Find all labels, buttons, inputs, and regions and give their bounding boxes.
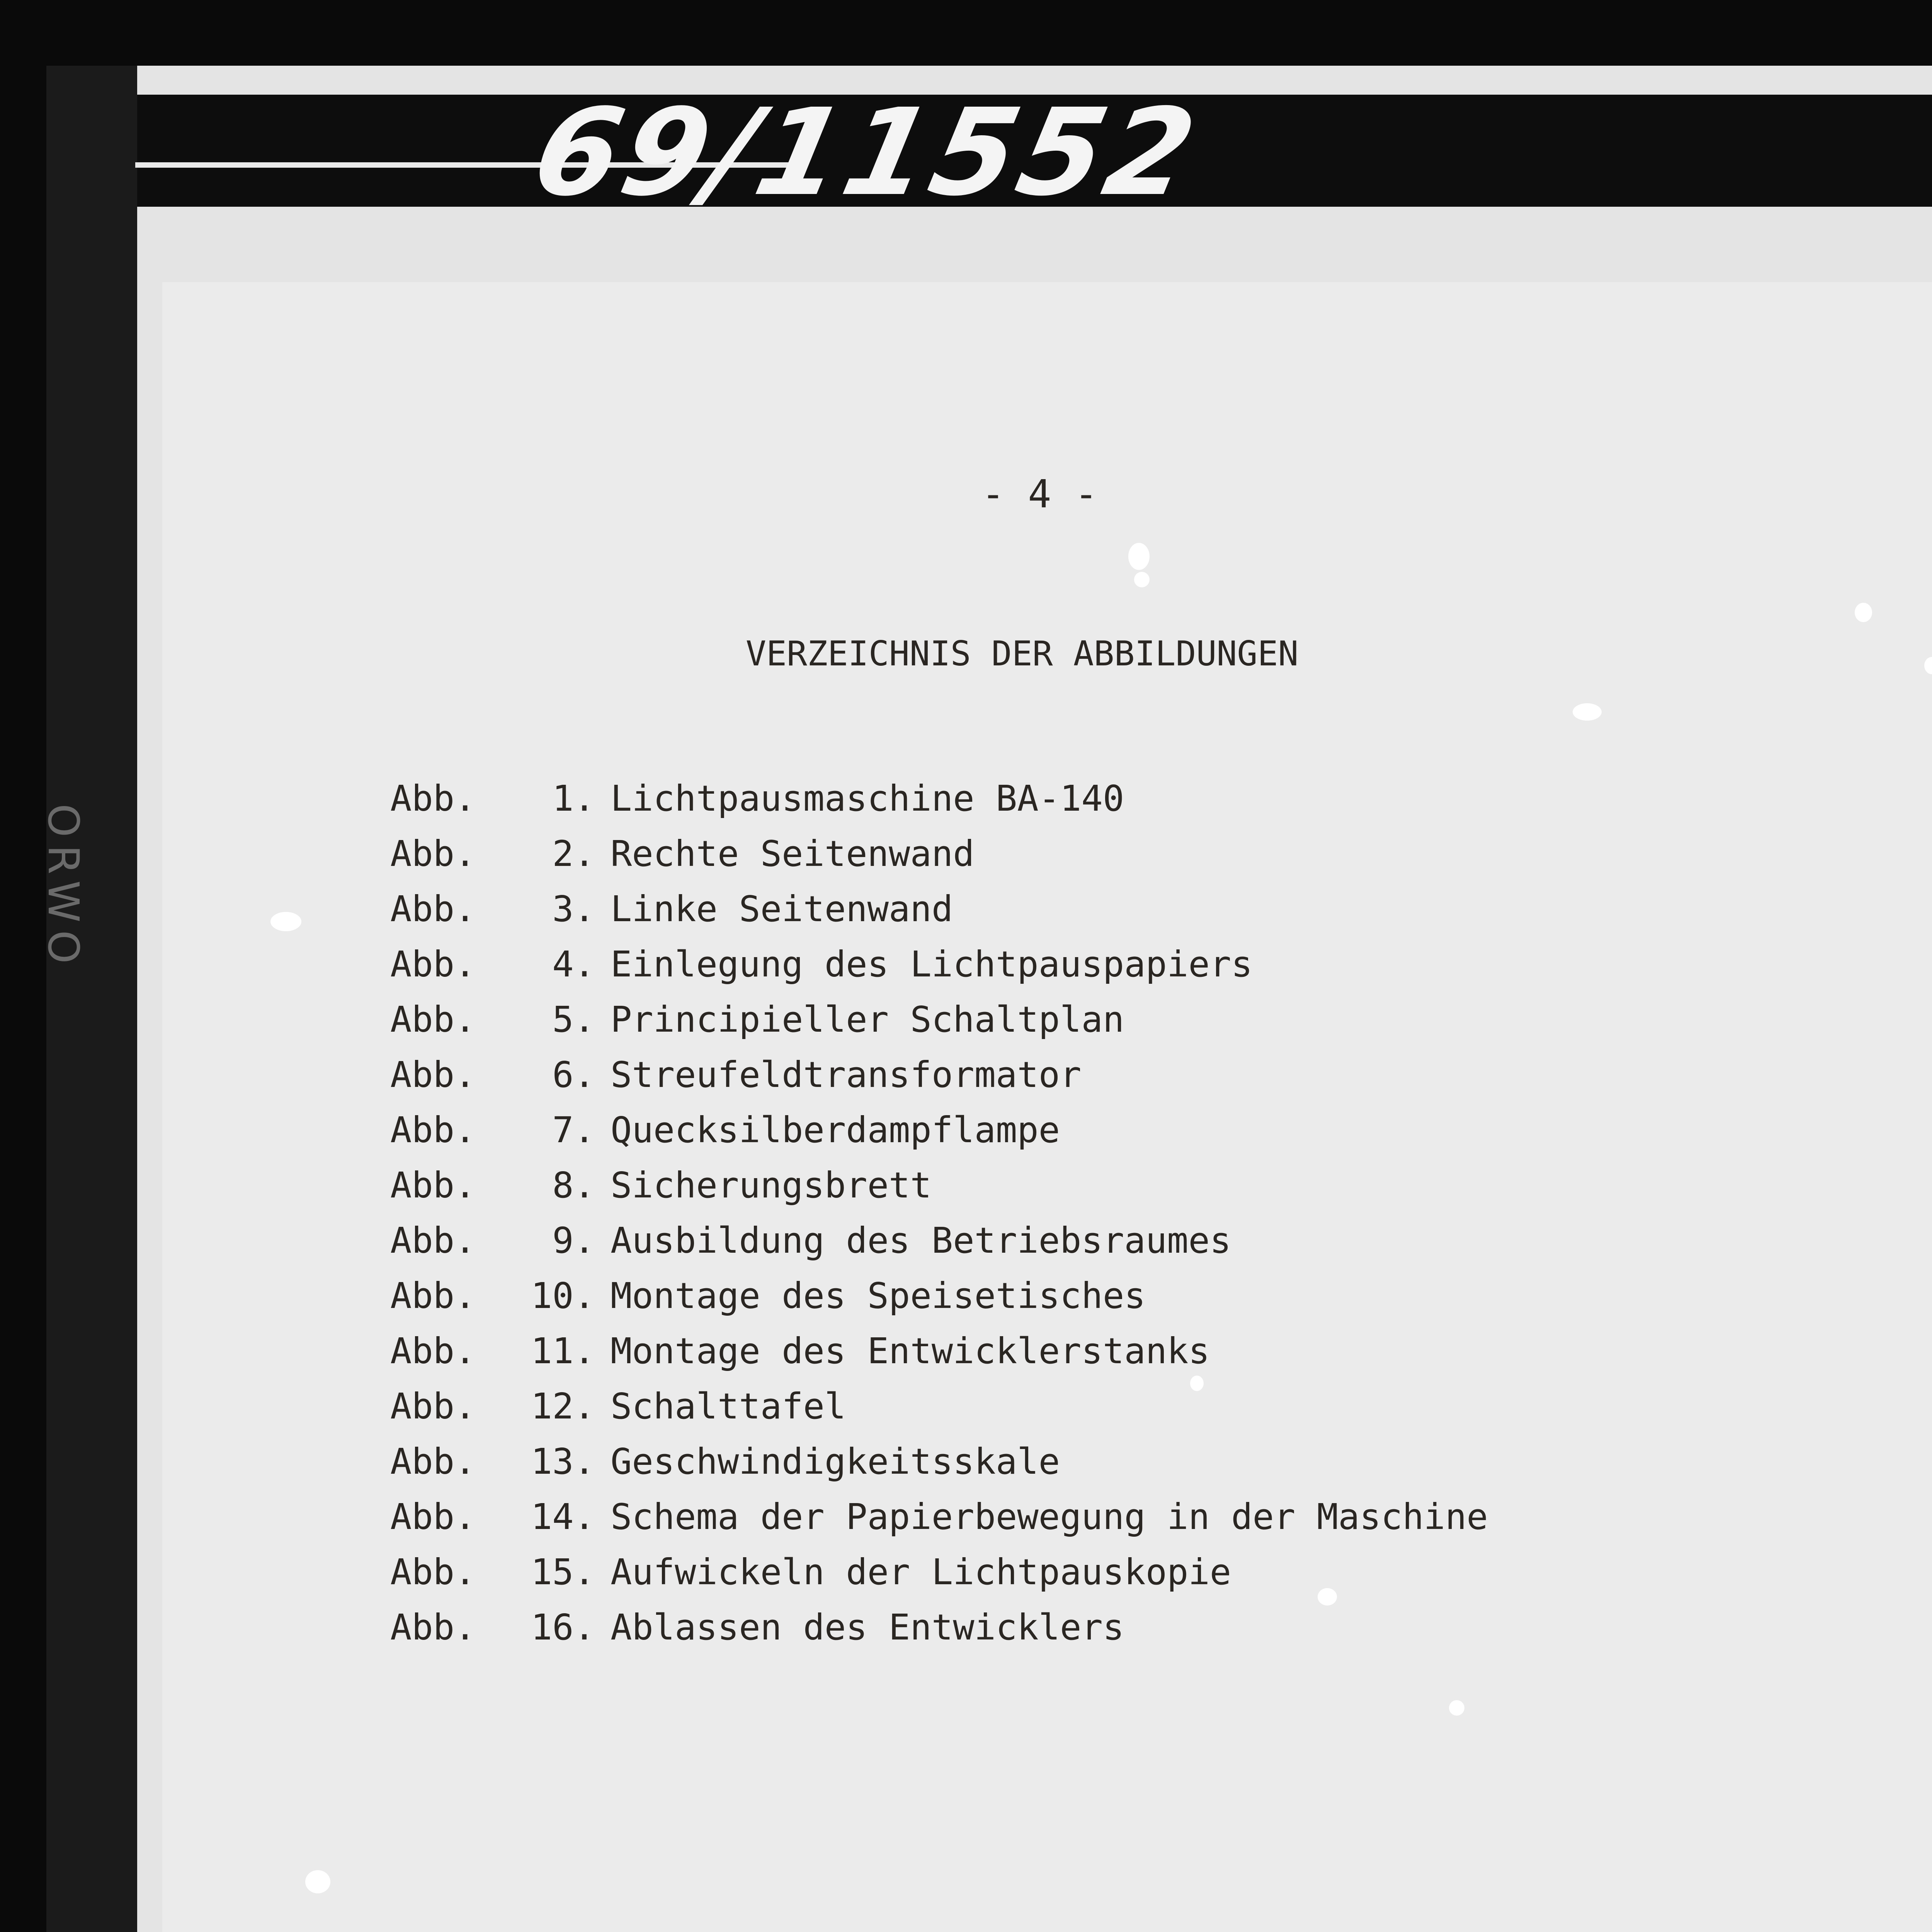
figure-list-item bbox=[390, 1158, 1488, 1213]
figure-list-item bbox=[390, 826, 1488, 881]
figure-list-item bbox=[390, 1268, 1488, 1323]
figure-abbr: Abb. bbox=[390, 1330, 476, 1372]
dust-speck bbox=[1134, 572, 1150, 587]
dust-speck bbox=[1190, 1376, 1204, 1391]
figure-list-item bbox=[390, 771, 1488, 826]
figure-abbr: Abb. bbox=[390, 1386, 476, 1427]
page-number: - 4 - bbox=[981, 471, 1098, 517]
figure-list-item bbox=[390, 1213, 1488, 1268]
figure-abbr: Abb. bbox=[390, 1165, 476, 1206]
figure-abbr: Abb. bbox=[390, 1220, 476, 1261]
figure-abbr: Abb. bbox=[390, 1441, 476, 1482]
figure-number: 5. bbox=[552, 999, 595, 1040]
figure-number: 11. bbox=[531, 1330, 595, 1372]
figure-title: Lichtpausmaschine BA-140 bbox=[611, 778, 1124, 819]
figure-title: Ausbildung des Betriebsraumes bbox=[611, 1220, 1231, 1261]
figure-abbr: Abb. bbox=[390, 1054, 476, 1095]
figure-number: 14. bbox=[531, 1496, 595, 1537]
figure-abbr: Abb. bbox=[390, 1551, 476, 1593]
figure-title: Principieller Schaltplan bbox=[611, 999, 1124, 1040]
figure-title: Quecksilberdampflampe bbox=[611, 1109, 1060, 1151]
figure-abbr: Abb. bbox=[390, 1496, 476, 1537]
dust-speck bbox=[1128, 543, 1150, 570]
dust-speck bbox=[1318, 1588, 1337, 1605]
figure-title: Aufwickeln der Lichtpauskopie bbox=[611, 1551, 1231, 1593]
dust-speck bbox=[305, 1870, 330, 1893]
dust-speck bbox=[270, 912, 301, 931]
figure-title: Montage des Speisetisches bbox=[611, 1275, 1146, 1316]
figure-list-item bbox=[390, 1379, 1488, 1434]
figure-list-item bbox=[390, 1434, 1488, 1489]
figure-list-item bbox=[390, 1047, 1488, 1102]
figure-title: Montage des Entwicklerstanks bbox=[611, 1330, 1210, 1372]
figure-title: Ablassen des Entwicklers bbox=[611, 1607, 1124, 1648]
figure-number: 13. bbox=[531, 1441, 595, 1482]
dust-speck bbox=[1449, 1700, 1464, 1716]
figure-title: Linke Seitenwand bbox=[611, 888, 953, 930]
figure-list-item bbox=[390, 1102, 1488, 1158]
figure-number: 10. bbox=[531, 1275, 595, 1316]
figure-title: Einlegung des Lichtpauspapiers bbox=[611, 944, 1253, 985]
figure-abbr: Abb. bbox=[390, 778, 476, 819]
figure-number: 16. bbox=[531, 1607, 595, 1648]
figure-number: 15. bbox=[531, 1551, 595, 1593]
film-edge-band bbox=[46, 66, 139, 1932]
figure-number: 2. bbox=[552, 833, 595, 874]
figure-abbr: Abb. bbox=[390, 1607, 476, 1648]
figure-list-item bbox=[390, 1489, 1488, 1544]
figure-abbr: Abb. bbox=[390, 888, 476, 930]
figure-title: Rechte Seitenwand bbox=[611, 833, 975, 874]
figure-list-item bbox=[390, 1600, 1488, 1655]
figure-list bbox=[390, 771, 1488, 1655]
figure-title: Schema der Papierbewegung in der Maschine bbox=[611, 1496, 1488, 1537]
figure-abbr: Abb. bbox=[390, 1275, 476, 1316]
figure-number: 12. bbox=[531, 1386, 595, 1427]
figure-number: 1. bbox=[552, 778, 595, 819]
figure-number: 9. bbox=[552, 1220, 595, 1261]
figure-title: Schalttafel bbox=[611, 1386, 846, 1427]
figure-number: 3. bbox=[552, 888, 595, 930]
figure-abbr: Abb. bbox=[390, 999, 476, 1040]
figure-abbr: Abb. bbox=[390, 944, 476, 985]
dust-speck bbox=[1855, 603, 1872, 622]
figure-number: 8. bbox=[552, 1165, 595, 1206]
figure-abbr: Abb. bbox=[390, 833, 476, 874]
figure-title: Sicherungsbrett bbox=[611, 1165, 932, 1206]
handwritten-archive-number: 69/11552 bbox=[522, 83, 1210, 223]
figure-list-item bbox=[390, 1323, 1488, 1379]
figure-number: 6. bbox=[552, 1054, 595, 1095]
film-edge-print: ORWO bbox=[39, 804, 88, 971]
document-title: VERZEICHNIS DER ABBILDUNGEN bbox=[746, 634, 1299, 673]
dust-speck bbox=[1573, 703, 1602, 721]
figure-title: Geschwindigkeitsskale bbox=[611, 1441, 1060, 1482]
figure-number: 4. bbox=[552, 944, 595, 985]
figure-abbr: Abb. bbox=[390, 1109, 476, 1151]
figure-number: 7. bbox=[552, 1109, 595, 1151]
figure-list-item bbox=[390, 937, 1488, 992]
figure-title: Streufeldtransformator bbox=[611, 1054, 1082, 1095]
figure-list-item bbox=[390, 881, 1488, 937]
figure-list-item bbox=[390, 992, 1488, 1047]
